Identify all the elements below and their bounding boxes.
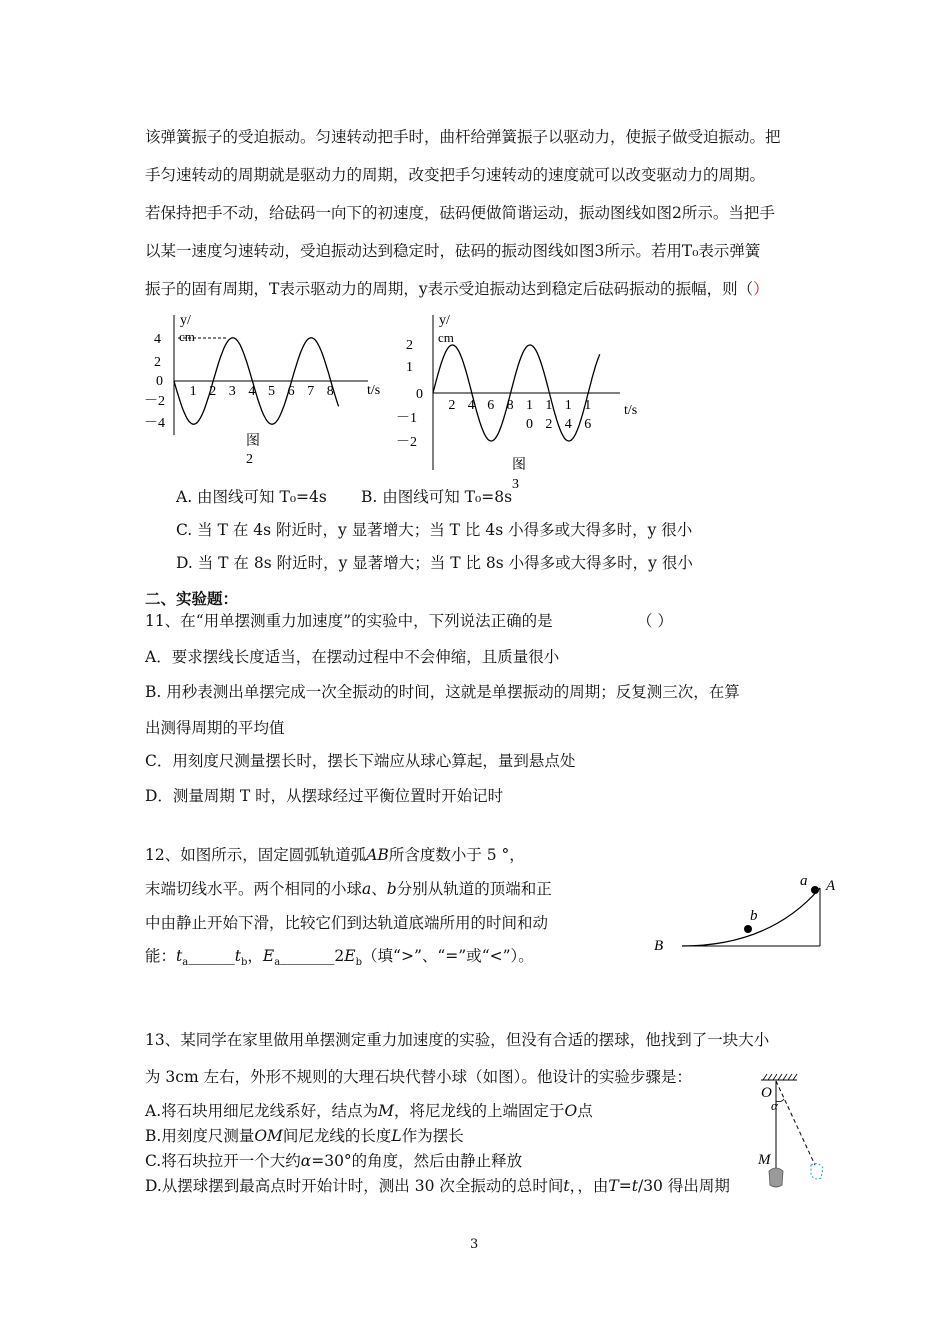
label-B: B	[654, 938, 664, 954]
q13-step-c: C.将石块拉开一个大约α=30°的角度，然后由静止释放	[145, 1152, 523, 1170]
q12-line-1: 12、如图所示，固定圆弧轨道弧AB所含度数小于 5 °，	[145, 846, 525, 864]
option-d: D. 当 T 在 8s 附近时，y 显著增大；当 T 比 8s 小得多或大得多时，y 很小	[176, 554, 693, 572]
q11-option-a: A．要求摆线长度适当，在摆动过程中不会伸缩，且质量很小	[145, 648, 560, 666]
intro-line-5: 振子的固有周期，T表示驱动力的周期，y表示受迫振动达到稳定后砝码振动的振幅，则（）	[145, 280, 769, 298]
fig3-ytick: －1	[396, 411, 417, 426]
label-O: O	[761, 1085, 772, 1101]
label-b: b	[750, 908, 758, 924]
fig3-ylabel: y/	[439, 313, 450, 328]
fig2-xtick: 2	[209, 384, 217, 399]
fig3-caption-number: 3	[512, 477, 519, 492]
q13-step-d: D.从摆球摆到最高点时开始计时，测出 30 次全振动的总时间t，，由T=t/30 得出周期	[145, 1177, 730, 1195]
option-a: A. 由图线可知 T₀=4s	[176, 488, 327, 506]
ball-b	[744, 925, 752, 933]
fig2-xlabel: t/s	[367, 383, 381, 398]
fig3-xtick: 1	[526, 398, 533, 413]
arc-track-figure	[650, 870, 850, 960]
q12-line-4: 能：$t_a\_\_\_\_\_\_t_b$，$E_a\_\_\_\_\_\_\_2E_b$（填“>”、“=”或“<”）。	[145, 947, 534, 969]
fig3-xtick: 1	[564, 398, 572, 413]
label-alpha: α	[771, 1098, 778, 1113]
q13-line-2: 为 3cm 左右，外形不规则的大理石块代替小球（如图）。他设计的实验步骤是：	[145, 1068, 692, 1086]
blank-ta-tb: ______	[188, 947, 235, 965]
fig3-ytick: －2	[396, 435, 417, 450]
page-number: 3	[470, 1237, 479, 1252]
fig3-xtick: 1	[545, 398, 553, 413]
fig2-ytick: 4	[154, 332, 161, 347]
fig3-xtick-second-digit: 0	[526, 417, 533, 432]
q11-answer-paren: （ ）	[637, 612, 673, 630]
fig2-ytick: 2	[154, 355, 161, 370]
section-heading: 二、实验题：	[145, 589, 239, 608]
fig3-origin: 0	[416, 387, 423, 402]
fig2-ytick: －2	[144, 394, 165, 409]
fig2-origin: 0	[156, 374, 163, 389]
fig2-xtick: 5	[268, 384, 275, 399]
option-b: B. 由图线可知 T₀=8s	[361, 488, 513, 506]
q11-option-b-cont: 出测得周期的平均值	[145, 719, 285, 737]
fig2-caption-number: 2	[246, 452, 253, 467]
fig2-xtick: 3	[228, 384, 236, 399]
fig3-xtick: 4	[467, 398, 475, 413]
fig3-yunit: cm	[438, 330, 454, 345]
q13-step-b: B.用刻度尺测量OM间尼龙线的长度L作为摆长	[145, 1127, 464, 1145]
fig2-caption: 图	[246, 434, 260, 449]
intro-line-1: 该弹簧振子的受迫振动。匀速转动把手时，曲杆给弹簧振子以驱动力，使振子做受迫振动。把	[145, 128, 781, 146]
fig3-xtick-second-digit: 2	[545, 417, 553, 432]
q12-line-3: 中由静止开始下滑，比较它们到达轨道底端所用的时间和动	[145, 914, 549, 932]
fig2-xtick: 8	[326, 384, 334, 399]
fig3-xtick: 8	[506, 398, 514, 413]
blank-ea-eb: _______	[280, 947, 335, 965]
fig2-xtick: 1	[189, 384, 197, 399]
q12-line-2: 末端切线水平。两个相同的小球a、b分别从轨道的顶端和正	[145, 880, 552, 898]
fig3-ytick: 2	[406, 338, 413, 353]
label-M: M	[758, 1152, 771, 1168]
q11-option-c: C．用刻度尺测量摆长时，摆长下端应从球心算起，量到悬点处	[145, 752, 576, 770]
fig2-yunit: cm	[179, 329, 195, 344]
stone-bob-swung	[811, 1164, 823, 1179]
option-c: C. 当 T 在 4s 附近时，y 显著增大；当 T 比 4s 小得多或大得多时，y 很小	[176, 521, 693, 539]
intro-line-3: 若保持把手不动，给砝码一向下的初速度，砝码便做简谐运动，振动图线如图2所示。当把手	[145, 204, 775, 222]
stone-bob	[769, 1168, 783, 1187]
fig2-ytick: －4	[144, 416, 165, 431]
fig2-xtick: 6	[287, 384, 295, 399]
intro-line-2: 手匀速转动的周期就是驱动力的周期，改变把手匀速转动的速度就可以改变驱动力的周期。	[145, 166, 766, 184]
fig3-xtick-second-digit: 4	[564, 417, 572, 432]
pendulum-figure	[755, 1073, 835, 1198]
fig3-xtick: 6	[487, 398, 495, 413]
label-A: A	[826, 878, 836, 894]
q13-step-a: A.将石块用细尼龙线系好，结点为M，将尼龙线的上端固定于O点	[145, 1102, 593, 1120]
fig3-ytick: 1	[406, 360, 413, 375]
intro-line-4: 以某一速度匀速转动，受迫振动达到稳定时，砝码的振动图线如图3所示。若用T₀表示弹簧	[145, 242, 761, 260]
fig3-caption: 图	[512, 458, 526, 473]
fig3-xtick: 2	[448, 398, 456, 413]
figure-3-graph	[392, 305, 652, 495]
fig2-xtick: 7	[307, 384, 315, 399]
ball-a	[811, 886, 819, 894]
q11-option-d: D．测量周期 T 时，从摆球经过平衡位置时开始记时	[145, 787, 504, 805]
fig3-xlabel: t/s	[624, 403, 638, 418]
q11-stem: 11、在“用单摆测重力加速度”的实验中，下列说法正确的是	[145, 612, 553, 630]
q13-line-1: 13、某同学在家里做用单摆测定重力加速度的实验，但没有合适的摆球，他找到了一块大小	[145, 1031, 770, 1049]
figure-2-graph	[140, 305, 390, 470]
fig3-xtick: 1	[584, 398, 592, 413]
fig3-xtick-second-digit: 6	[584, 417, 592, 432]
fig2-xtick: 4	[248, 384, 256, 399]
q11-option-b: B. 用秒表测出单摆完成一次全振动的时间，这就是单摆振动的周期；反复测三次，在算	[145, 683, 740, 701]
fig2-ylabel: y/	[180, 313, 191, 328]
label-a: a	[800, 873, 808, 889]
